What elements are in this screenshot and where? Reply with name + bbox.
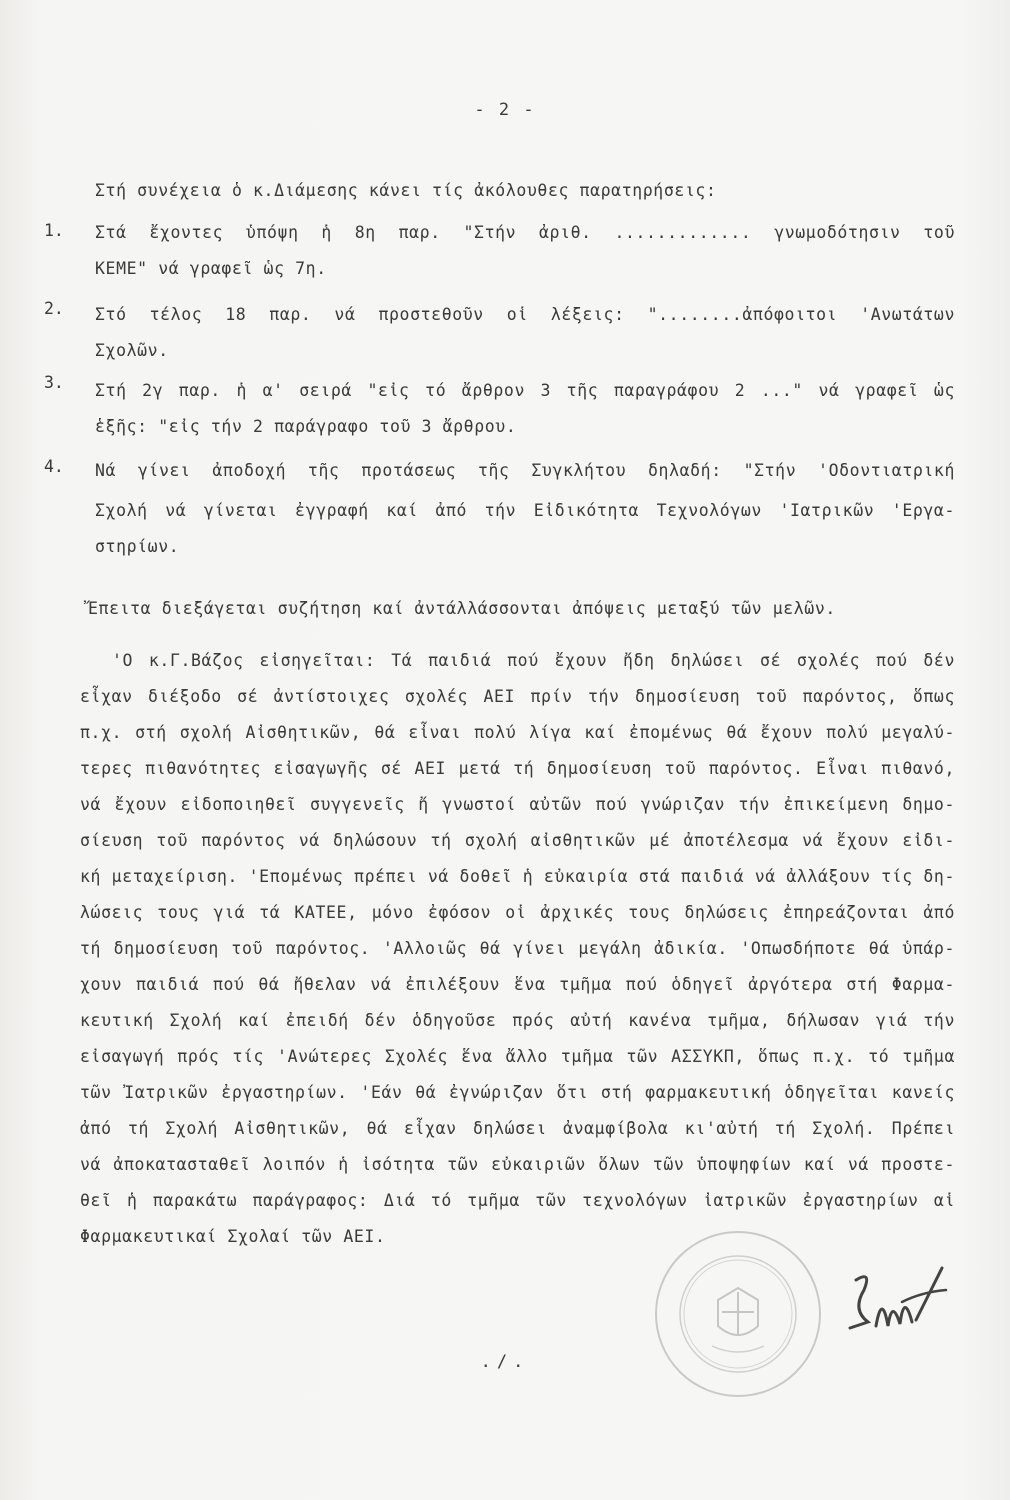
paragraph-line: σίευση τοῦ παρόντος νά δηλώσουν τή σχολή αἰσθητικῶν μέ ἀποτέλεσμα νά ἔχουν εἰδι- [80, 831, 955, 850]
paragraph-line: π.χ. στή σχολή Αἰσθητικῶν, θά εἶναι πολύ λίγα καί ἐπομένως θά ἔχουν πολύ μεγαλύ- [80, 723, 955, 742]
item-line: Στά ἔχοντες ὑπόψη ἡ 8η παρ. "Στήν ἀριθ. ............. γνωμοδότησιν τοῦ [95, 223, 955, 242]
paragraph-line: κευτική Σχολή καί ἐπειδή δέν ὁδηγοῦσε πρός αὐτή κανένα τμῆμα, δήλωσαν γιά τήν [80, 1011, 955, 1030]
intro-line: Στή συνέχεια ὁ κ.Διάμεσης κάνει τίς ἀκόλουθες παρατηρήσεις: [95, 181, 717, 200]
continuation-mark: ./. [480, 1352, 530, 1372]
paragraph-line: τή δημοσίευση τοῦ παρόντος. 'Αλλοιῶς θά γίνει μεγάλη ἀδικία. 'Οπωσδήποτε θά ὑπάρ- [80, 939, 955, 958]
paragraph-line: εἶχαν διέξοδο σέ ἀντίστοιχες σχολές ΑΕΙ πρίν τήν δημοσίευση τοῦ παρόντος, ὅπως [80, 687, 955, 706]
paragraph-line: εἰσαγωγή πρός τίς 'Ανώτερες Σχολές ἕνα ἄλλο τμῆμα τῶν ΑΣΣΥΚΠ, ὅπως π.χ. τό τμῆμα [80, 1047, 955, 1066]
paragraph-line: τερες πιθανότητες εἰσαγωγῆς σέ ΑΕΙ μετά τή δημοσίευση τοῦ παρόντος. Εἶναι πιθανό, [80, 759, 955, 778]
paragraph-line: κή μεταχείριση. 'Επομένως πρέπει νά δοθεῖ ἡ εὐκαιρία στά παιδιά νά ἀλλάξουν τίς δη- [80, 867, 955, 886]
item-line: Σχολή νά γίνεται ἐγγραφή καί ἀπό τήν Εἰδικότητα Τεχνολόγων 'Ιατρικῶν 'Εργα- [95, 501, 955, 520]
paragraph-line: Φαρμακευτικαί Σχολαί τῶν ΑΕΙ. [80, 1227, 386, 1246]
item-number: 2. [44, 299, 64, 318]
item-line: Στό τέλος 18 παρ. νά προστεθοῦν οἱ λέξεις: "........ἀπόφοιτοι 'Ανωτάτων [95, 305, 955, 324]
item-line: Στή 2γ παρ. ἡ α' σειρά "εἰς τό ἄρθρον 3 τῆς παραγράφου 2 ..." νά γραφεῖ ὡς [95, 381, 955, 400]
paragraph-line: νά ἔχουν εἰδοποιηθεῖ συγγενεῖς ἤ γνωστοί αὐτῶν πού γνώριζαν τήν ἐπικείμενη δημο- [80, 795, 955, 814]
paragraph-line: ἀπό τή Σχολή Αἰσθητικῶν, θά εἶχαν δηλώσει ἀναμφίβολα κι'αὐτή τή Σχολή. Πρέπει [80, 1119, 955, 1138]
item-line: στηρίων. [95, 537, 180, 556]
official-stamp [652, 1228, 824, 1400]
discussion-line: Ἔπειτα διεξάγεται συζήτηση καί ἀντάλλάσσονται ἀπόψεις μεταξύ τῶν μελῶν. [88, 599, 836, 618]
paragraph-line: τῶν Ἰατρικῶν ἐργαστηρίων. 'Εάν θά ἐγνώριζαν ὅτι στή φαρμακευτική ὁδηγεῖται κανείς [80, 1083, 955, 1102]
item-number: 3. [44, 373, 64, 392]
page-number: - 2 - [474, 100, 536, 120]
item-line: Νά γίνει ἀποδοχή τῆς προτάσεως τῆς Συγκλήτου δηλαδή: "Στήν 'Οδοντιατρική [95, 461, 955, 480]
paragraph-line: 'Ο κ.Γ.Βάζος εἰσηγεῖται: Τά παιδιά πού ἔχουν ἤδη δηλώσει σέ σχολές πού δέν [112, 651, 955, 670]
item-number: 4. [44, 457, 64, 476]
paragraph-line: θεῖ ἡ παρακάτω παράγραφος: Διά τό τμῆμα τῶν τεχνολόγων ἰατρικῶν ἐργαστηρίων αἱ [80, 1191, 955, 1210]
paragraph-line: χουν παιδιά πού θά ἤθελαν νά ἐπιλέξουν ἕνα τμῆμα πού ὁδηγεῖ ἀργότερα στή Φαρμα- [80, 975, 955, 994]
handwritten-signature [842, 1262, 952, 1342]
item-number: 1. [44, 221, 64, 240]
paragraph-line: νά ἀποκατασταθεῖ λοιπόν ἡ ἰσότητα τῶν εὐκαιριῶν ὅλων τῶν ὑποψηφίων καί νά προστε- [80, 1155, 955, 1174]
item-line: Σχολῶν. [95, 341, 169, 360]
paragraph-line: λώσεις τους γιά τά ΚΑΤΕΕ, μόνο ἐφόσον οἱ ἀρχικές τους δηλώσεις ἐπηρεάζονται ἀπό [80, 903, 955, 922]
item-line: ΚΕΜΕ" νά γραφεῖ ὡς 7η. [95, 259, 327, 278]
item-line: ἑξῆς: "εἰς τήν 2 παράγραφο τοῦ 3 ἄρθρου. [95, 417, 517, 436]
